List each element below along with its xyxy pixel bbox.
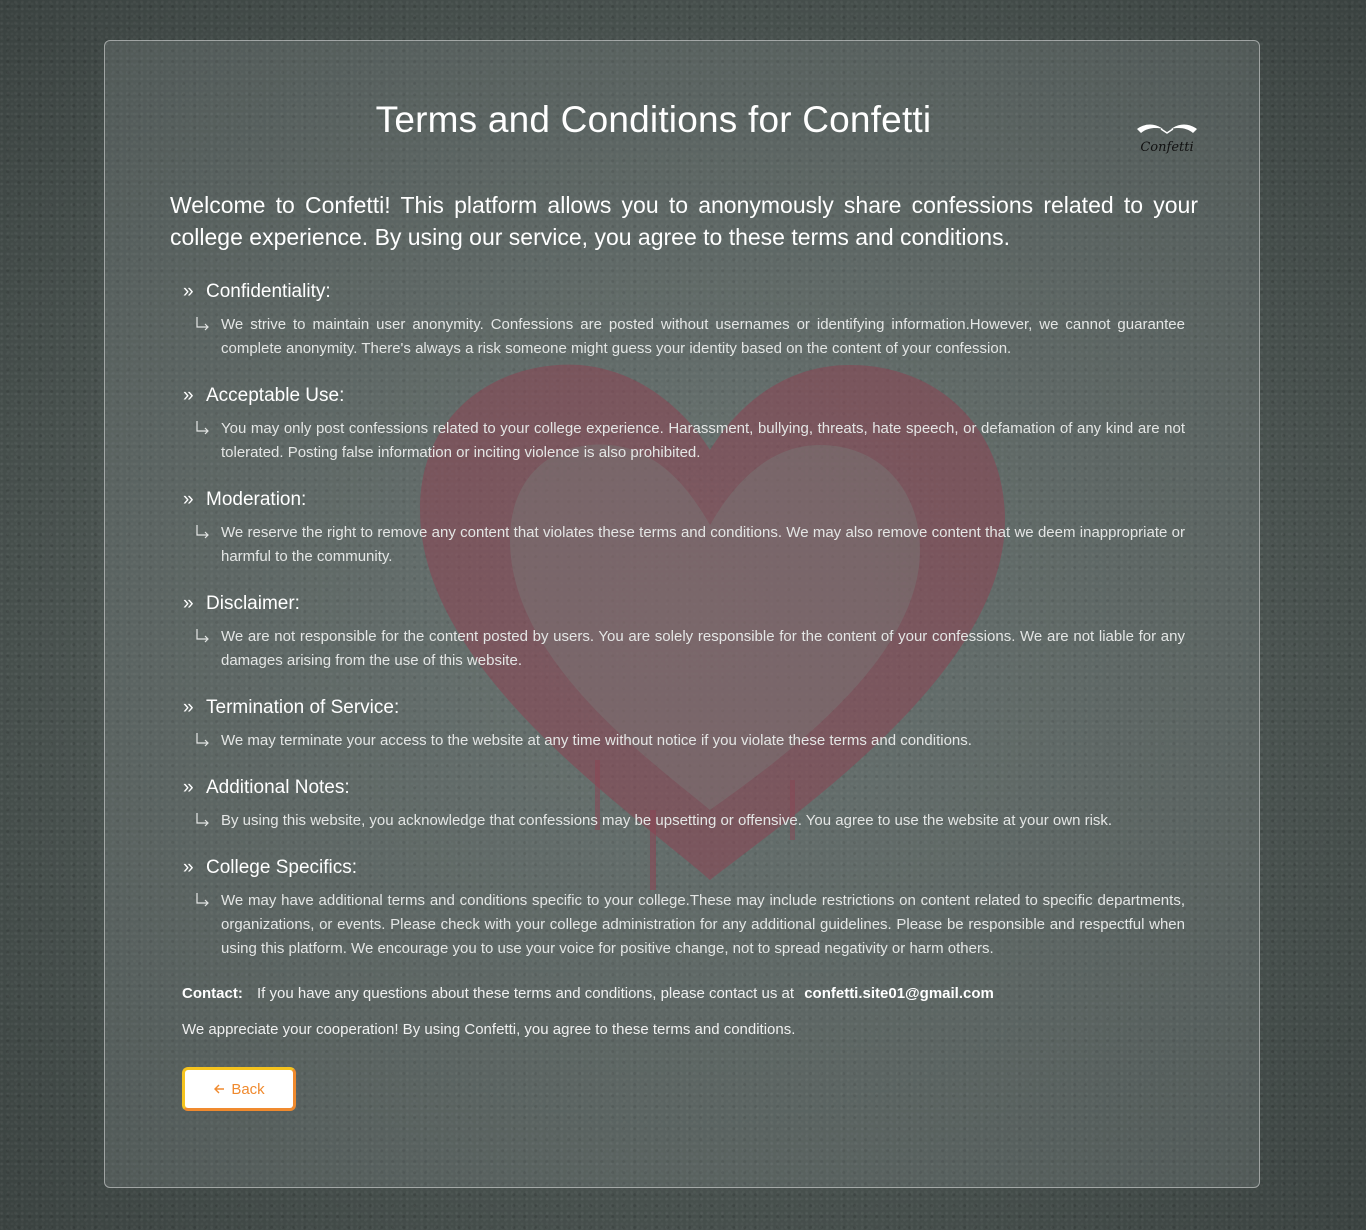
terms-panel [104, 40, 1260, 1188]
closing-text: We appreciate your cooperation! By using Confetti, you agree to these terms and conditions. [182, 1021, 796, 1038]
confetti-logo [1135, 119, 1199, 157]
section-acceptable-use [183, 383, 1185, 465]
section-body: We are not responsible for the content posted by users. You are solely responsible for the content of your confessions. We are not liable for any damages arising from the use of this website. [221, 628, 1185, 669]
section-moderation [183, 487, 1185, 569]
section-body: We may terminate your access to the website at any time without notice if you violate these terms and conditions. [221, 732, 972, 749]
back-button[interactable] [182, 1067, 296, 1111]
arrow-down-right-icon [195, 316, 211, 332]
page-title: Terms and Conditions for Confetti [375, 99, 932, 140]
chevron-double-right-icon: » [183, 489, 194, 510]
chevron-double-right-icon: » [183, 697, 194, 718]
section-title: Confidentiality: [206, 281, 331, 302]
section-title: Termination of Service: [206, 697, 400, 718]
chevron-double-right-icon: » [183, 593, 194, 614]
section-title: Acceptable Use: [206, 385, 345, 406]
arrow-down-right-icon [195, 892, 211, 908]
section-body: We strive to maintain user anonymity. Confessions are posted without usernames or identifying information.However, we cannot guarantee complete anonymity. There's always a risk someone might guess your identity based on the content of your confession. [221, 316, 1185, 357]
section-disclaimer [183, 591, 1185, 673]
contact-text: If you have any questions about these terms and conditions, please contact us at [257, 985, 795, 1002]
contact-line [182, 985, 994, 1002]
section-title: Moderation: [206, 489, 307, 510]
arrow-down-right-icon [195, 524, 211, 540]
chevron-double-right-icon: » [183, 385, 194, 406]
arrow-left-icon [213, 1083, 225, 1095]
section-confidentiality [183, 279, 1185, 361]
contact-label: Contact: [182, 985, 243, 1002]
chevron-double-right-icon: » [183, 281, 194, 302]
arrow-down-right-icon [195, 628, 211, 644]
section-body: You may only post confessions related to your college experience. Harassment, bullying, threats, hate speech, or defamation of any kind are not tolerated. Posting false information or inciting violence is also prohibited. [221, 420, 1185, 461]
section-termination-of-service [183, 695, 1185, 753]
section-body: We reserve the right to remove any content that violates these terms and conditions. We may also remove content that we deem inappropriate or harmful to the community. [221, 524, 1185, 565]
back-button-label: Back [231, 1080, 265, 1098]
chevron-double-right-icon: » [183, 857, 194, 878]
section-additional-notes [183, 775, 1185, 833]
section-title: Disclaimer: [206, 593, 300, 614]
section-body: By using this website, you acknowledge that confessions may be upsetting or offensive. You agree to use the website at your own risk. [221, 812, 1113, 829]
contact-email-link[interactable]: confetti.site01@gmail.com [804, 985, 994, 1002]
section-college-specifics [183, 855, 1185, 961]
svg-text:Confetti: Confetti [1140, 140, 1194, 155]
intro-text: Welcome to Confetti! This platform allows you to anonymously share confessions related to your college experience. By using our service, you agree to these terms and conditions. [170, 192, 1198, 250]
arrow-down-right-icon [195, 420, 211, 436]
arrow-down-right-icon [195, 732, 211, 748]
arrow-down-right-icon [195, 812, 211, 828]
chevron-double-right-icon: » [183, 777, 194, 798]
section-body: We may have additional terms and conditions specific to your college.These may include restrictions on content related to specific departments, organizations, or events. Please check with your college administration for any additional guidelines. Please be responsible and respectful when using this platform. We encourage you to use your voice for positive change, not to spread negativity or harm others. [221, 892, 1185, 957]
section-title: College Specifics: [206, 857, 358, 878]
section-title: Additional Notes: [206, 777, 350, 798]
